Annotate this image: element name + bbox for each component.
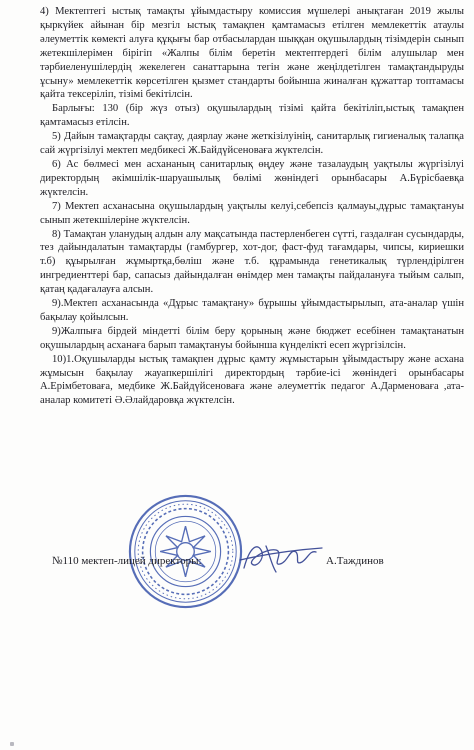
signature-icon bbox=[236, 538, 326, 578]
paragraph-7: 7) Мектеп асханасына оқушылардың уақтылы келуі,себепсіз қалмауы,дұрыс тамақтануы сынып жетекшілеріне жүктелсін. bbox=[40, 200, 464, 226]
paragraph-10: 10)1.Оқушыларды ыстық тамақпен дұрыс қамту жұмыстарын ұйымдастыру және асхана жұмысын бақылау жауапкершілігі директордың тәрбие-ісі жөніндегі орынбасары А.Ерімбетоваға, медбике Ж.Байдүйсеноваға және әлеуметтік педагог А.Дарменоваға ,ата-аналар комитеті Ә.Әлайдаровқа жүктелсін. bbox=[40, 353, 464, 407]
paragraph-9b: 9)Жалпыға бірдей міндетті білім беру қорының және бюджет есебінен тамақтанатын оқушылардың асханаға барып тамақтануы бойынша күнделікті есеп жүргізілсін. bbox=[40, 325, 464, 351]
seal-stamp-icon bbox=[127, 493, 244, 610]
director-title: №110 мектеп-лицей директоры: bbox=[52, 555, 202, 567]
paragraph-9a: 9).Мектеп асханасында «Дұрыс тамақтану» бұрышы ұйымдастырылып, ата-аналар үшін бақылау қойылсын. bbox=[40, 298, 464, 323]
paragraph-total: Барлығы: 130 (бір жүз отыз) оқушылардың тізімі қайта бекітіліп,ыстық тамақпен қамтамасыз етілсін. bbox=[40, 103, 464, 129]
document-body bbox=[40, 5, 464, 408]
paragraph-8: 8) Тамақтан уланудың алдын алу мақсатында пастерленбеген сүтті, газдалған сусындарды, тез дайындалатын тамақтарды (гамбургер, хот-дог, фаст-фуд тағамдары, чипсы, кириешки т.б) құырылған жұмыртқа,бөліш және т.б. құрамында генетикалық түрлендірілген ингредиенттері бар, сапасыз дайындалған өнімдер мен тамақты пайдалануға тыйым салып, қатаң қадағалауға алсын. bbox=[40, 228, 464, 296]
paragraph-4: 4) Мектептегі ыстық тамақты ұйымдастыру комиссия мүшелері анықтаған 2019 жылы қыркүйек айынан бір мезгіл ыстық тамақпен қамтамасыз етілген мемлекеттік атаулы әлеуметтік көмекті алуға құқығы бар отбасылардан шыққан оқушылардың тізімдерін сынып жетекшілерімен бірігіп «Жалпы білім беретін мектептердегі білім алушылар мен тәрбиеленушілердің жекелеген санаттарына тегін және жеңілдетілген тамақтандыруды ұсыну» мемлекеттік көрсетілген қызмет стандарты бойынша жиналған құжаттар топтамасы қайта тексеріліп, тізімі бекітілсін. bbox=[40, 6, 464, 101]
paragraph-5: 5) Дайын тамақтарды сақтау, даярлау және жеткізілуінің, санитарлық гигиеналық талапқа сай жүргізілуі мектеп медбикесі Ж.Байдүйсеноваға жүктелсін. bbox=[40, 131, 464, 157]
director-name: А.Таждинов bbox=[326, 555, 384, 567]
page-corner-mark bbox=[10, 742, 14, 746]
paragraph-6: 6) Ас бөлмесі мен асхананың санитарлық өңдеу және тазалаудың уақтылы жүргізілуі директордың әкімшілік-шаруашылық бөлімі жөніндегі орынбасары А.Бүрісбаевқа жүктелсін. bbox=[40, 158, 464, 198]
